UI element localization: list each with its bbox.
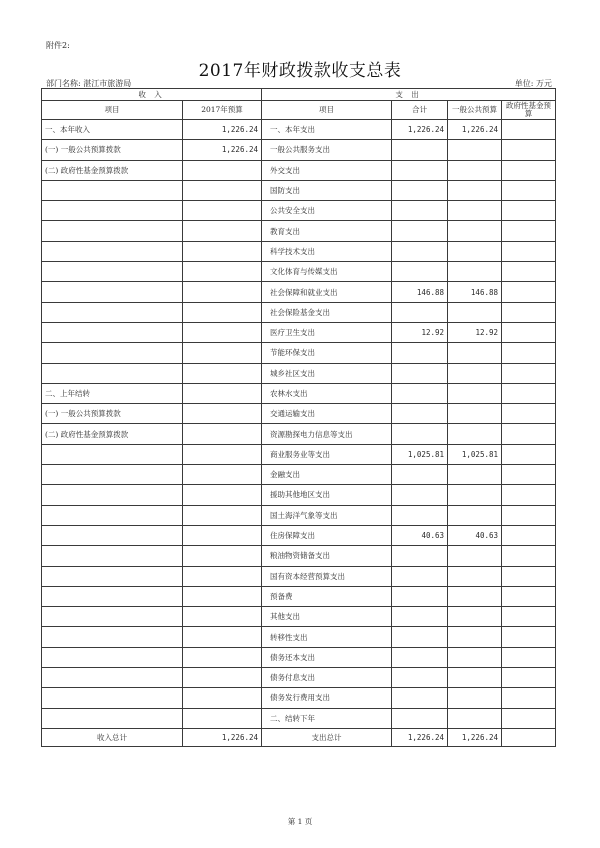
exp-total-cell — [392, 546, 448, 566]
table-row — [42, 140, 556, 160]
exp-general-cell — [448, 424, 502, 444]
exp-fund-cell — [502, 302, 556, 322]
income-amount-cell: 1,226.24 — [183, 140, 262, 160]
exp-fund-cell — [502, 120, 556, 140]
income-item-cell: (一) 一般公共预算拨款 — [42, 404, 183, 424]
exp-general-cell: 40.63 — [448, 525, 502, 545]
table-row — [42, 627, 556, 647]
expenditure-section-header: 支 出 — [262, 89, 556, 101]
income-item-cell — [42, 647, 183, 667]
income-amount-cell — [183, 282, 262, 302]
exp-fund-cell — [502, 586, 556, 606]
income-amount-cell — [183, 343, 262, 363]
exp-total-cell — [392, 627, 448, 647]
exp-general-cell — [448, 160, 502, 180]
exp-total-cell — [392, 505, 448, 525]
exp-general-cell: 12.92 — [448, 322, 502, 342]
exp-total-cell: 1,226.24 — [392, 120, 448, 140]
exp-general-cell — [448, 140, 502, 160]
income-item-cell — [42, 688, 183, 708]
exp-item-cell: 医疗卫生支出 — [262, 322, 392, 342]
table-row — [42, 322, 556, 342]
income-amount-cell — [183, 465, 262, 485]
exp-item-cell: 公共安全支出 — [262, 201, 392, 221]
exp-total-cell — [392, 160, 448, 180]
income-amount-cell: 1,226.24 — [183, 120, 262, 140]
page-number: 第 1 页 — [287, 817, 313, 826]
income-item-cell — [42, 668, 183, 688]
exp-item-cell: 国防支出 — [262, 180, 392, 200]
exp-item-cell: 城乡社区支出 — [262, 363, 392, 383]
exp-item-cell: 债务付息支出 — [262, 668, 392, 688]
exp-total-cell: 12.92 — [392, 322, 448, 342]
income-item-cell: 一、本年收入 — [42, 120, 183, 140]
exp-total-cell — [392, 485, 448, 505]
page-title: 2017年财政拨款收支总表 — [198, 61, 402, 81]
exp-fund-total — [502, 728, 556, 746]
exp-total-cell — [392, 302, 448, 322]
exp-general-cell — [448, 201, 502, 221]
exp-total-cell: 1,025.81 — [392, 444, 448, 464]
exp-total-cell — [392, 566, 448, 586]
exp-general-cell — [448, 708, 502, 728]
exp-fund-cell — [502, 444, 556, 464]
income-total-amount: 1,226.24 — [183, 728, 262, 746]
exp-fund-cell — [502, 627, 556, 647]
table-row — [42, 424, 556, 444]
table-row — [42, 647, 556, 667]
exp-item-cell: 国有资本经营预算支出 — [262, 566, 392, 586]
income-amount-cell — [183, 201, 262, 221]
exp-fund-cell — [502, 404, 556, 424]
exp-general-cell — [448, 586, 502, 606]
income-item-cell — [42, 343, 183, 363]
income-item-cell — [42, 282, 183, 302]
exp-item-cell: 文化体育与传媒支出 — [262, 262, 392, 282]
col-header-income-item: 项目 — [42, 101, 183, 120]
exp-general-cell — [448, 668, 502, 688]
exp-item-cell: 金融支出 — [262, 465, 392, 485]
exp-fund-cell — [502, 241, 556, 261]
income-item-cell — [42, 525, 183, 545]
exp-general-cell — [448, 221, 502, 241]
exp-general-cell — [448, 241, 502, 261]
income-amount-cell — [183, 586, 262, 606]
exp-fund-cell — [502, 343, 556, 363]
table-row — [42, 160, 556, 180]
exp-fund-cell — [502, 201, 556, 221]
income-amount-cell — [183, 444, 262, 464]
exp-fund-cell — [502, 485, 556, 505]
income-amount-cell — [183, 627, 262, 647]
income-item-cell: (二) 政府性基金预算拨款 — [42, 424, 183, 444]
income-amount-cell — [183, 485, 262, 505]
table-row — [42, 221, 556, 241]
income-amount-cell — [183, 647, 262, 667]
income-amount-cell — [183, 424, 262, 444]
income-amount-cell — [183, 566, 262, 586]
income-item-cell: (二) 政府性基金预算拨款 — [42, 160, 183, 180]
income-amount-cell — [183, 160, 262, 180]
income-item-cell — [42, 221, 183, 241]
exp-item-cell: 预备费 — [262, 586, 392, 606]
table-row — [42, 546, 556, 566]
income-amount-cell — [183, 221, 262, 241]
exp-total-amount: 1,226.24 — [392, 728, 448, 746]
exp-total-cell — [392, 586, 448, 606]
exp-item-cell: 援助其他地区支出 — [262, 485, 392, 505]
exp-item-cell: 一般公共服务支出 — [262, 140, 392, 160]
exp-item-cell: 科学技术支出 — [262, 241, 392, 261]
exp-item-cell: 债务发行费用支出 — [262, 688, 392, 708]
exp-total-cell — [392, 404, 448, 424]
exp-total-cell — [392, 424, 448, 444]
table-row — [42, 241, 556, 261]
exp-fund-cell — [502, 708, 556, 728]
exp-total-cell — [392, 668, 448, 688]
exp-total-cell — [392, 647, 448, 667]
exp-item-cell: 粮油物资储备支出 — [262, 546, 392, 566]
table-row — [42, 343, 556, 363]
exp-item-cell: 教育支出 — [262, 221, 392, 241]
exp-item-cell: 外交支出 — [262, 160, 392, 180]
unit-label: 单位: 万元 — [514, 79, 552, 88]
exp-general-cell — [448, 180, 502, 200]
income-item-cell — [42, 607, 183, 627]
exp-general-cell — [448, 343, 502, 363]
exp-general-cell: 1,025.81 — [448, 444, 502, 464]
table-row — [42, 586, 556, 606]
income-total-label: 收入总计 — [42, 728, 183, 746]
exp-item-cell: 债务还本支出 — [262, 647, 392, 667]
exp-total-cell — [392, 688, 448, 708]
exp-fund-cell — [502, 322, 556, 342]
exp-fund-cell — [502, 566, 556, 586]
exp-general-cell — [448, 383, 502, 403]
table-row — [42, 383, 556, 403]
table-row — [42, 262, 556, 282]
income-amount-cell — [183, 525, 262, 545]
exp-fund-cell — [502, 505, 556, 525]
exp-fund-cell — [502, 160, 556, 180]
exp-item-cell: 国土海洋气象等支出 — [262, 505, 392, 525]
attachment-label: 附件2: — [46, 41, 70, 50]
exp-general-total: 1,226.24 — [448, 728, 502, 746]
exp-total-cell — [392, 607, 448, 627]
department-name: 部门名称: 湛江市旅游局 — [46, 79, 132, 88]
income-item-cell — [42, 444, 183, 464]
exp-fund-cell — [502, 525, 556, 545]
exp-general-cell — [448, 505, 502, 525]
exp-fund-cell — [502, 465, 556, 485]
exp-item-cell: 资源勘探电力信息等支出 — [262, 424, 392, 444]
income-item-cell — [42, 586, 183, 606]
exp-total-cell — [392, 363, 448, 383]
exp-item-cell: 转移性支出 — [262, 627, 392, 647]
table-row — [42, 668, 556, 688]
exp-total-cell — [392, 221, 448, 241]
exp-total-cell — [392, 343, 448, 363]
col-header-exp-total: 合计 — [392, 101, 448, 120]
column-header-row — [42, 101, 556, 120]
col-header-exp-fund: 政府性基金预算 — [502, 101, 556, 120]
exp-general-cell — [448, 647, 502, 667]
exp-fund-cell — [502, 383, 556, 403]
income-section-header: 收 入 — [42, 89, 262, 101]
totals-row — [42, 728, 556, 746]
income-item-cell — [42, 505, 183, 525]
exp-item-cell: 社会保险基金支出 — [262, 302, 392, 322]
exp-general-cell — [448, 262, 502, 282]
income-item-cell — [42, 465, 183, 485]
exp-general-cell — [448, 302, 502, 322]
income-amount-cell — [183, 607, 262, 627]
exp-item-cell: 商业服务业等支出 — [262, 444, 392, 464]
exp-general-cell — [448, 363, 502, 383]
income-item-cell — [42, 566, 183, 586]
income-amount-cell — [183, 708, 262, 728]
exp-fund-cell — [502, 424, 556, 444]
income-amount-cell — [183, 668, 262, 688]
exp-general-cell — [448, 404, 502, 424]
income-item-cell — [42, 241, 183, 261]
table-row — [42, 566, 556, 586]
exp-fund-cell — [502, 688, 556, 708]
table-row — [42, 201, 556, 221]
exp-item-cell: 二、结转下年 — [262, 708, 392, 728]
exp-fund-cell — [502, 140, 556, 160]
exp-general-cell — [448, 566, 502, 586]
income-amount-cell — [183, 180, 262, 200]
exp-total-cell — [392, 241, 448, 261]
table-row — [42, 404, 556, 424]
budget-table — [41, 88, 556, 747]
exp-item-cell: 农林水支出 — [262, 383, 392, 403]
income-amount-cell — [183, 404, 262, 424]
exp-item-cell: 节能环保支出 — [262, 343, 392, 363]
table-row — [42, 444, 556, 464]
table-row — [42, 120, 556, 140]
exp-total-cell: 40.63 — [392, 525, 448, 545]
exp-total-cell — [392, 465, 448, 485]
income-item-cell — [42, 627, 183, 647]
exp-total-cell: 146.88 — [392, 282, 448, 302]
exp-total-cell — [392, 201, 448, 221]
income-amount-cell — [183, 688, 262, 708]
income-amount-cell — [183, 383, 262, 403]
income-item-cell — [42, 201, 183, 221]
exp-fund-cell — [502, 607, 556, 627]
exp-total-cell — [392, 140, 448, 160]
table-row — [42, 465, 556, 485]
table-row — [42, 363, 556, 383]
col-header-income-budget: 2017年预算 — [183, 101, 262, 120]
income-item-cell — [42, 363, 183, 383]
exp-general-cell — [448, 546, 502, 566]
exp-item-cell: 住房保障支出 — [262, 525, 392, 545]
exp-total-cell — [392, 180, 448, 200]
col-header-exp-item: 项目 — [262, 101, 392, 120]
income-item-cell: 二、上年结转 — [42, 383, 183, 403]
income-amount-cell — [183, 262, 262, 282]
income-item-cell — [42, 262, 183, 282]
exp-item-cell: 其他支出 — [262, 607, 392, 627]
income-item-cell: (一) 一般公共预算拨款 — [42, 140, 183, 160]
table-row — [42, 688, 556, 708]
exp-total-cell — [392, 262, 448, 282]
table-row — [42, 302, 556, 322]
income-amount-cell — [183, 241, 262, 261]
exp-total-label: 支出总计 — [262, 728, 392, 746]
exp-general-cell: 146.88 — [448, 282, 502, 302]
income-amount-cell — [183, 363, 262, 383]
exp-fund-cell — [502, 180, 556, 200]
table-row — [42, 505, 556, 525]
exp-item-cell: 社会保障和就业支出 — [262, 282, 392, 302]
exp-general-cell — [448, 688, 502, 708]
exp-general-cell — [448, 627, 502, 647]
income-item-cell — [42, 485, 183, 505]
exp-general-cell — [448, 485, 502, 505]
section-header-row — [42, 89, 556, 101]
exp-fund-cell — [502, 647, 556, 667]
exp-general-cell — [448, 607, 502, 627]
income-item-cell — [42, 302, 183, 322]
income-item-cell — [42, 322, 183, 342]
income-item-cell — [42, 708, 183, 728]
exp-fund-cell — [502, 546, 556, 566]
income-item-cell — [42, 546, 183, 566]
income-amount-cell — [183, 322, 262, 342]
exp-fund-cell — [502, 262, 556, 282]
table-row — [42, 525, 556, 545]
table-row — [42, 708, 556, 728]
exp-fund-cell — [502, 221, 556, 241]
table-row — [42, 180, 556, 200]
exp-fund-cell — [502, 668, 556, 688]
col-header-exp-general: 一般公共预算 — [448, 101, 502, 120]
income-item-cell — [42, 180, 183, 200]
income-amount-cell — [183, 546, 262, 566]
table-row — [42, 485, 556, 505]
exp-item-cell: 交通运输支出 — [262, 404, 392, 424]
exp-item-cell: 一、本年支出 — [262, 120, 392, 140]
table-row — [42, 607, 556, 627]
exp-total-cell — [392, 708, 448, 728]
exp-fund-cell — [502, 282, 556, 302]
exp-general-cell: 1,226.24 — [448, 120, 502, 140]
income-amount-cell — [183, 505, 262, 525]
table-row — [42, 282, 556, 302]
income-amount-cell — [183, 302, 262, 322]
exp-general-cell — [448, 465, 502, 485]
exp-fund-cell — [502, 363, 556, 383]
exp-total-cell — [392, 383, 448, 403]
